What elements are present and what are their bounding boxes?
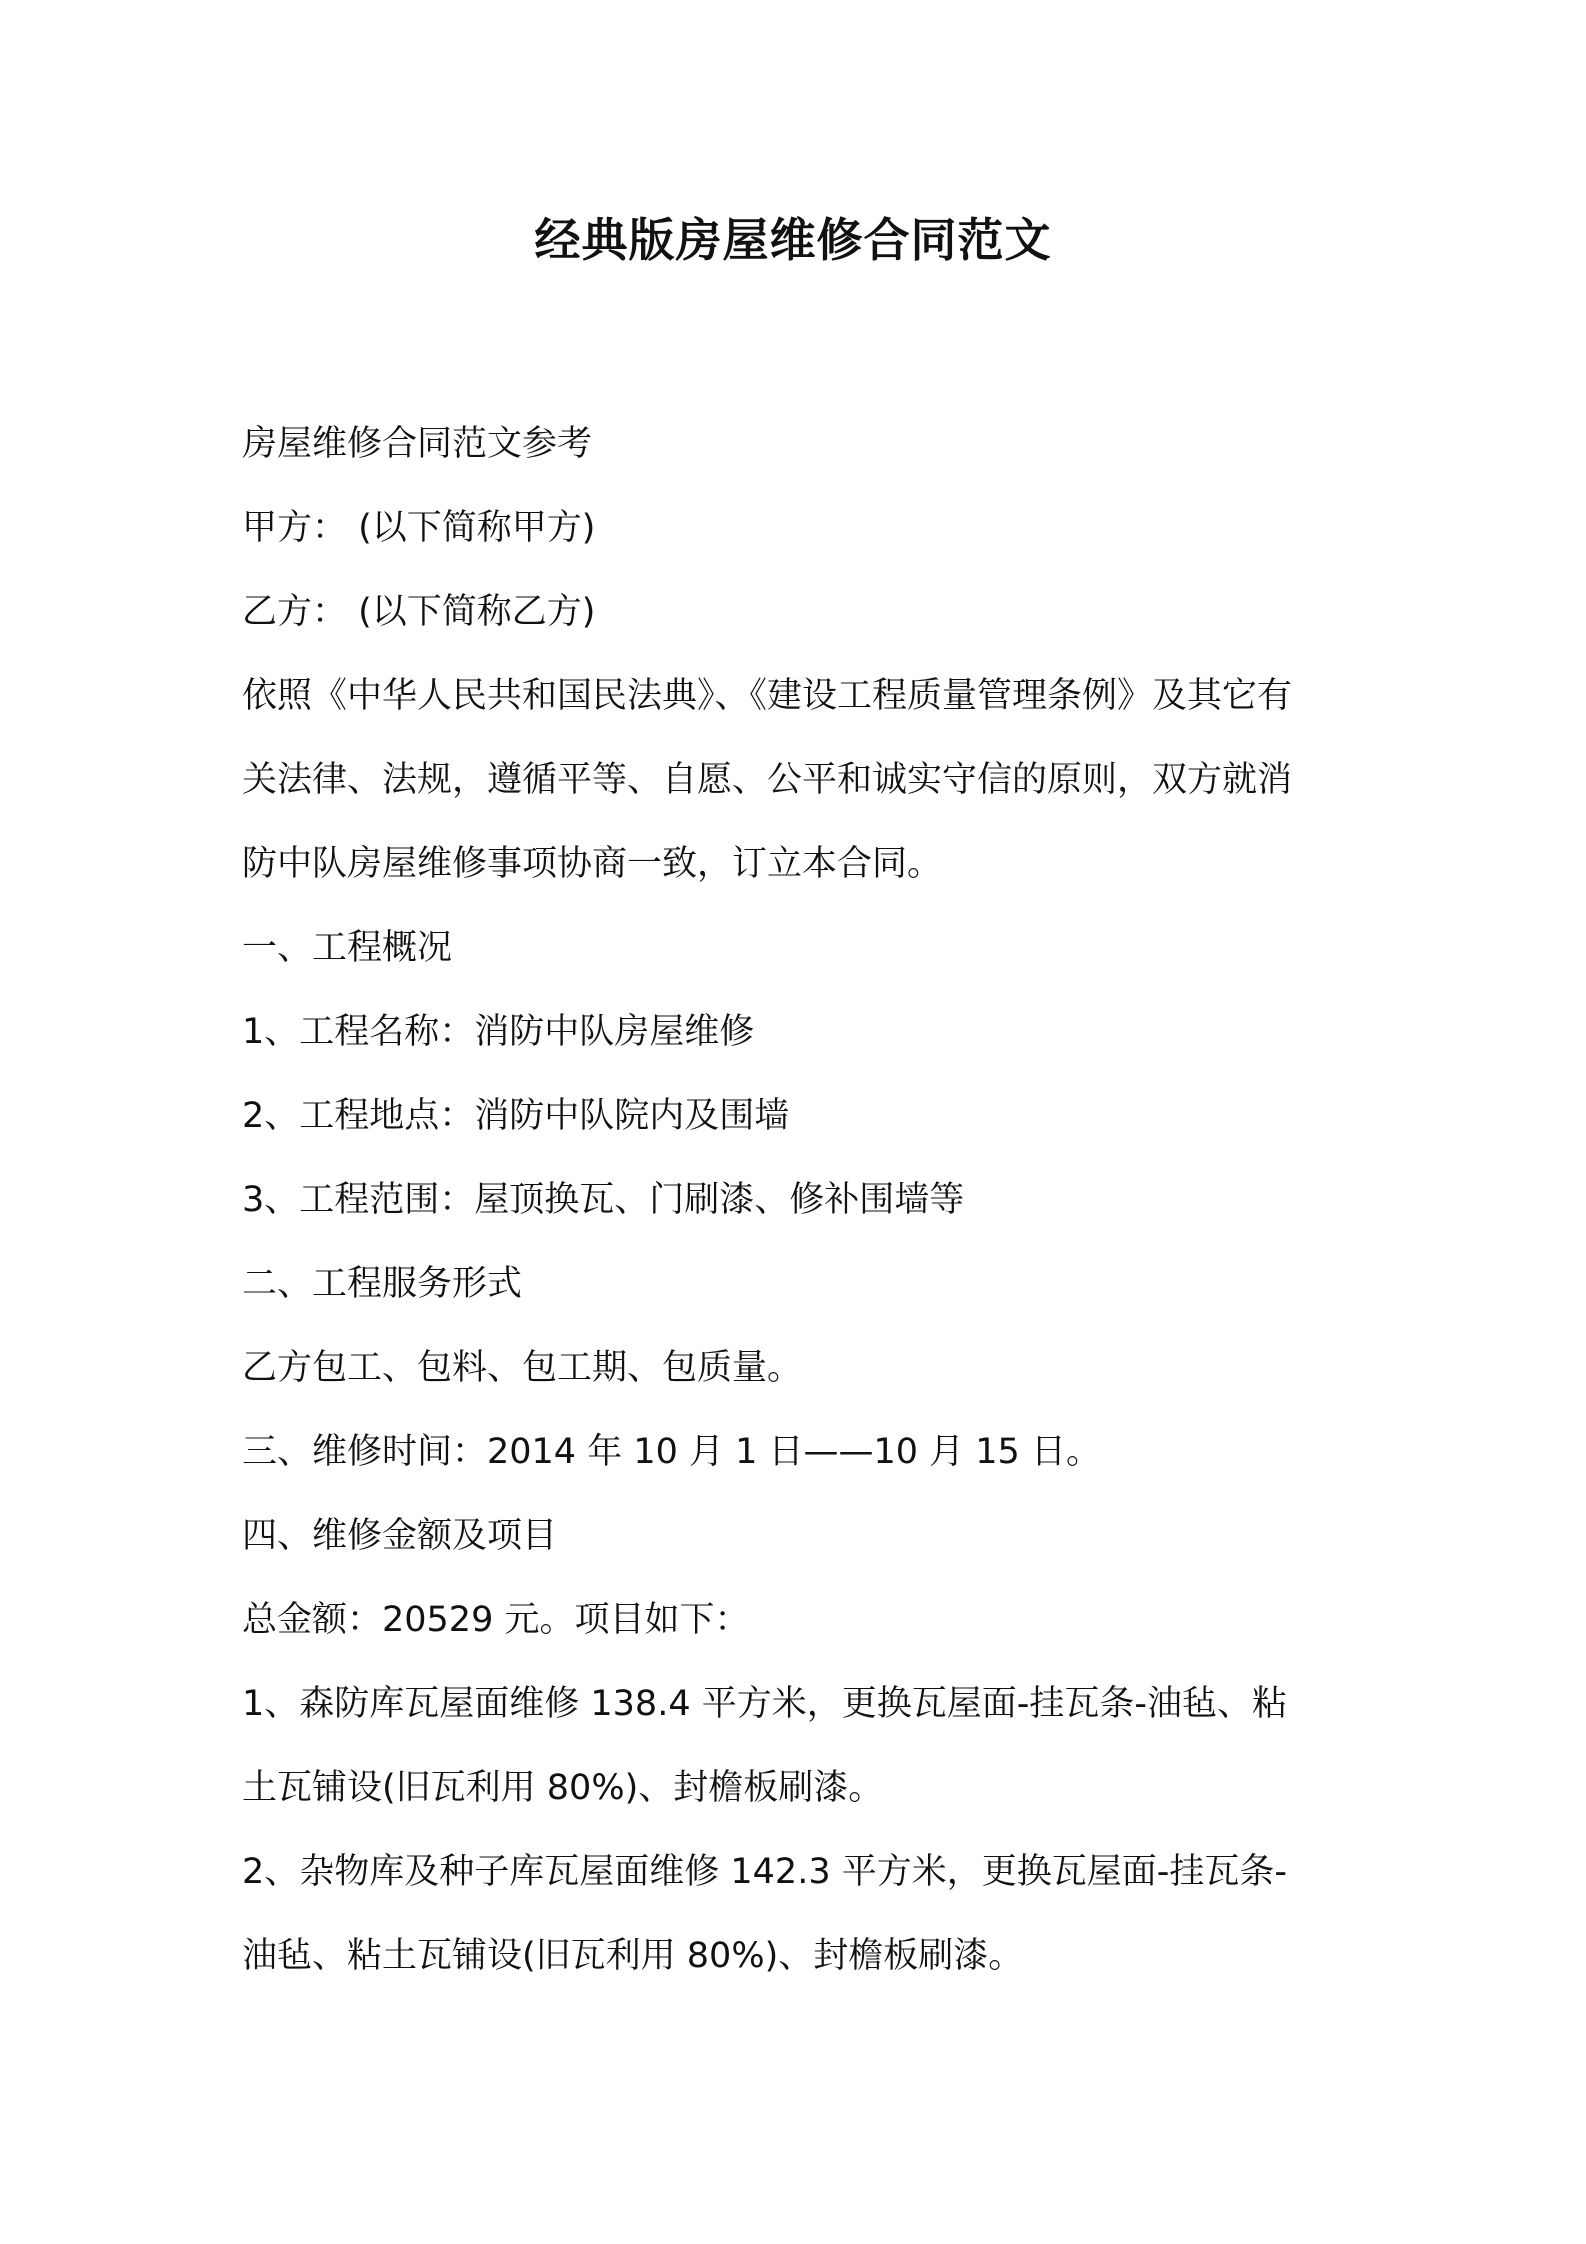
section-heading-overview: 一、工程概况 [242, 928, 453, 968]
intro-paragraph-line-1: 依照《中华人民共和国民法典》、《建设工程质量管理条例》及其它有 [242, 676, 1293, 716]
service-form-text: 乙方包工、包料、包工期、包质量。 [242, 1348, 803, 1388]
section-heading-repair-time: 三、维修时间：2014 年 10 月 1 日——10 月 15 日。 [242, 1432, 1101, 1472]
item-2-line-2: 油毡、粘土瓦铺设(旧瓦利用 80%)、封檐板刷漆。 [242, 1936, 1024, 1976]
party-a-line: 甲方： (以下简称甲方) [242, 508, 596, 548]
overview-item-name: 1、工程名称：消防中队房屋维修 [242, 1012, 755, 1052]
document-body [242, 402, 1362, 1998]
section-heading-amount-items: 四、维修金额及项目 [242, 1516, 558, 1556]
item-2-line-1: 2、杂物库及种子库瓦屋面维修 142.3 平方米，更换瓦屋面-挂瓦条- [242, 1852, 1287, 1892]
intro-paragraph-line-3: 防中队房屋维修事项协商一致，订立本合同。 [242, 844, 943, 884]
overview-item-scope: 3、工程范围：屋顶换瓦、门刷漆、修补围墙等 [242, 1180, 965, 1220]
document-title: 经典版房屋维修合同范文 [534, 213, 1052, 267]
item-1-line-2: 土瓦铺设(旧瓦利用 80%)、封檐板刷漆。 [242, 1768, 884, 1808]
overview-item-location: 2、工程地点：消防中队院内及围墙 [242, 1096, 790, 1136]
party-b-line: 乙方： (以下简称乙方) [242, 592, 596, 632]
intro-paragraph-line-2: 关法律、法规，遵循平等、自愿、公平和诚实守信的原则，双方就消 [242, 760, 1293, 800]
section-heading-service-form: 二、工程服务形式 [242, 1264, 523, 1304]
item-1-line-1: 1、森防库瓦屋面维修 138.4 平方米，更换瓦屋面-挂瓦条-油毡、粘 [242, 1684, 1287, 1724]
paragraph-subtitle: 房屋维修合同范文参考 [242, 424, 593, 464]
total-amount-line: 总金额：20529 元。项目如下： [242, 1600, 750, 1640]
